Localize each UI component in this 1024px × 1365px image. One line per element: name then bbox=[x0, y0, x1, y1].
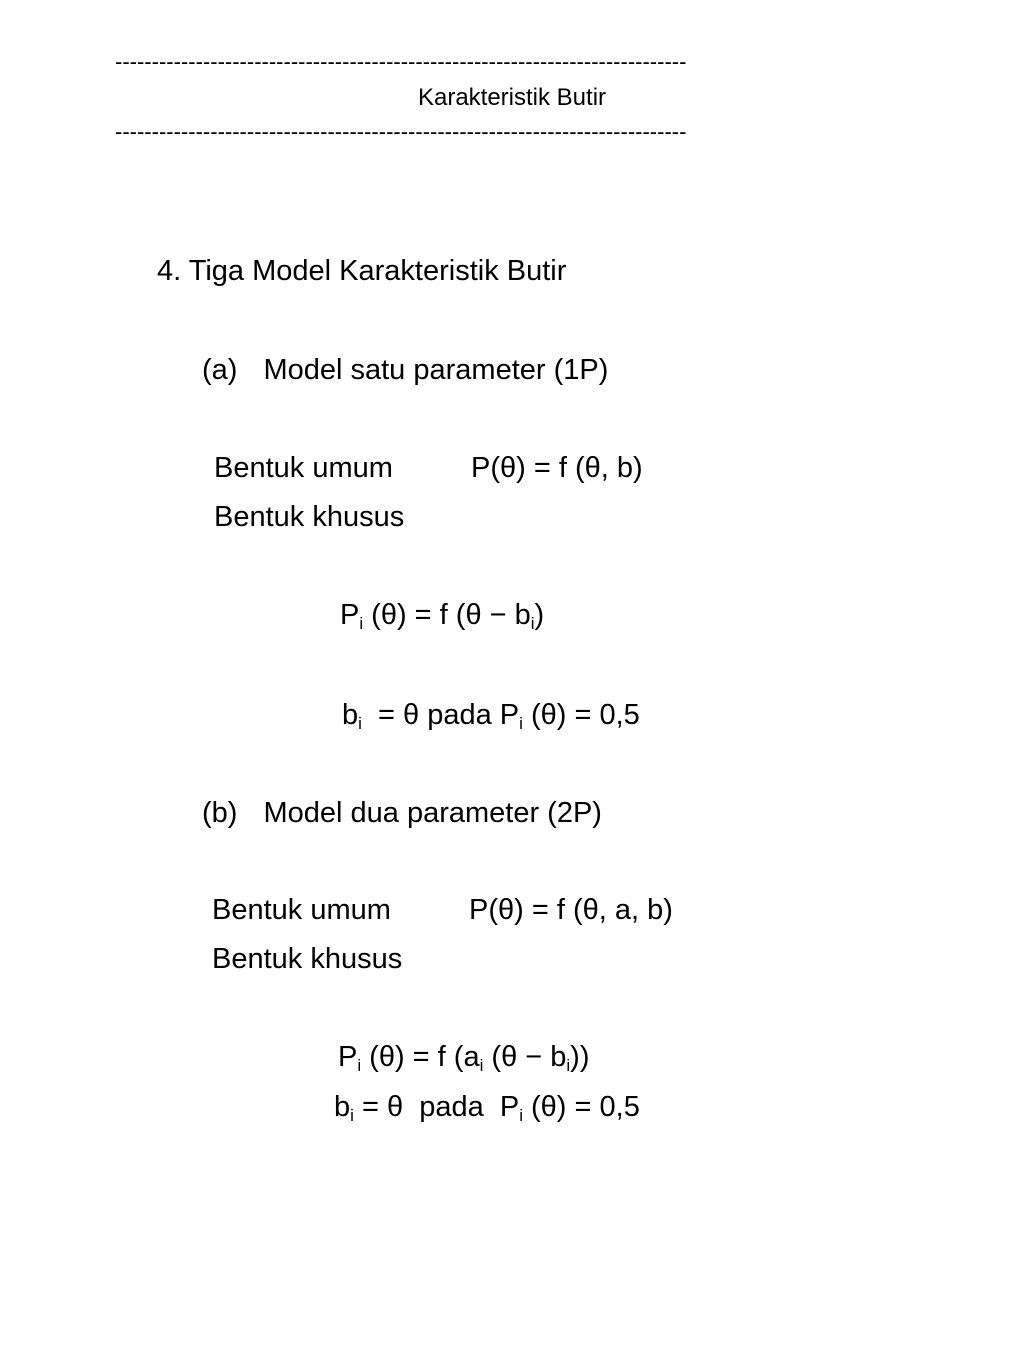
model-a-label: (a) bbox=[202, 354, 238, 386]
model-a-bentuk-khusus-label: Bentuk khusus bbox=[214, 501, 405, 533]
model-b-label: (b) bbox=[202, 797, 238, 829]
page-header-title: Karakteristik Butir bbox=[417, 84, 607, 111]
model-a-bentuk-umum-formula: P(θ) = f (θ, b) bbox=[471, 452, 643, 484]
model-b-formula-probability: $P_i$ (θ) = f ($a_i$ $(\theta - b_i)$) bbox=[338, 1041, 590, 1075]
model-b-heading bbox=[202, 796, 602, 830]
model-a-formula-difficulty: $b_i = \theta$ pada $P_i$ (θ) = 0,5 bbox=[342, 699, 640, 733]
model-b-bentuk-khusus-label: Bentuk khusus bbox=[212, 943, 403, 975]
model-a-title: Model satu parameter (1P) bbox=[263, 354, 609, 386]
header-rule-top: ------------------------------------------------------------------------------ bbox=[115, 50, 687, 74]
model-b-bentuk-umum-label: Bentuk umum bbox=[212, 894, 391, 926]
model-b-title: Model dua parameter (2P) bbox=[263, 797, 602, 829]
model-a-formula-probability: $P_i$ (θ) = f $(\theta - b_i)$ bbox=[340, 599, 545, 633]
model-a-bentuk-umum-label: Bentuk umum bbox=[214, 452, 393, 484]
model-a-heading bbox=[202, 353, 608, 387]
section-heading: 4. Tiga Model Karakteristik Butir bbox=[157, 255, 567, 287]
header-rule-bottom: ------------------------------------------------------------------------------ bbox=[115, 120, 687, 144]
model-b-bentuk-umum-formula: P(θ) = f (θ, a, b) bbox=[469, 894, 673, 926]
model-b-formula-difficulty: $b_i = \theta$ pada $P_i$ (θ) = 0,5 bbox=[334, 1091, 640, 1125]
